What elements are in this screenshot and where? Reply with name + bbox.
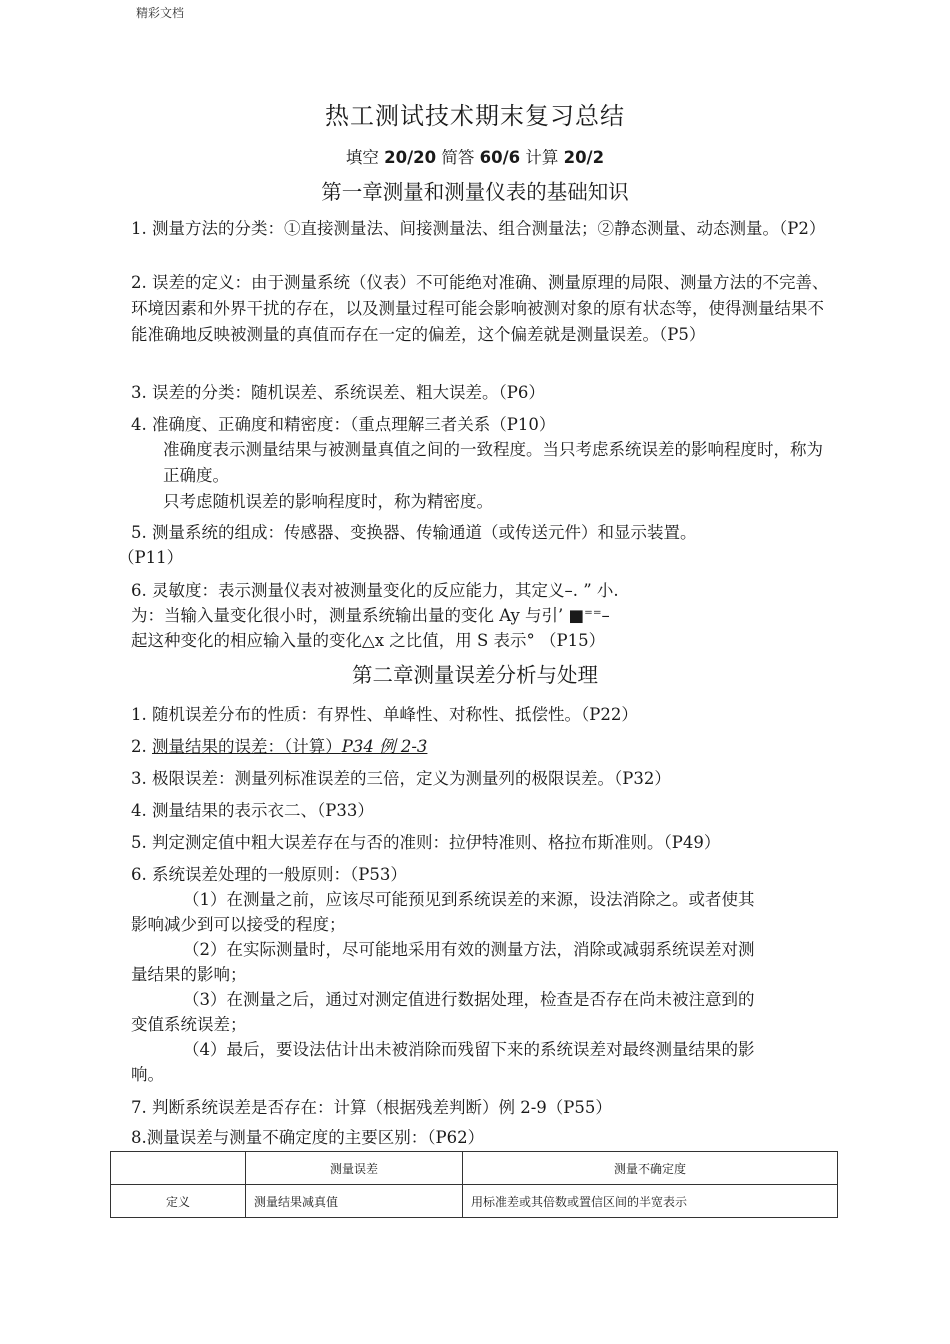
score-distribution [0,144,950,168]
subtitle-text: 填空 [345,148,385,167]
ch2-item4: 4. 测量结果的表示衣二、（P33） [131,801,374,820]
ch2-item6-step4-cont: 响。 [131,1065,164,1084]
table-row [111,1185,838,1218]
chapter1-heading: 第一章测量和测量仪表的基础知识 [321,180,629,204]
ch2-item6: 6. 系统误差处理的一般原则：（P53） [131,865,407,884]
ch2-item6-step2: （2）在实际测量时，尽可能地采用有效的测量方法，消除或减弱系统误差对测 [183,940,755,959]
ch1-item1: 1. 测量方法的分类：①直接测量法、间接测量法、组合测量法；②静态测量、动态测量。（P2） [131,219,826,238]
ch2-item1: 1. 随机误差分布的性质：有界性、单峰性、对称性、抵偿性。（P22） [131,705,638,724]
page-header: 精彩文档 [136,6,185,20]
ch1-item6-line3: 起这种变化的相应输入量的变化△x 之比值，用 S 表示° （P15） [131,631,606,650]
ch2-item2 [131,734,839,760]
ch2-item6-step1: （1）在测量之前，应该尽可能预见到系统误差的来源，设法消除之。或者使其 [183,890,755,909]
table-header-cell [111,1152,246,1185]
ch1-item4-precision: 只考虑随机误差的影响程度时，称为精密度。 [163,492,493,511]
ch1-item4-accuracy: 准确度表示测量结果与被测量真值之间的一致程度。当只考虑系统误差的影响程度时，称为正确度。 [163,440,823,485]
ch2-item8: 8.测量误差与测量不确定度的主要区别：（P62） [131,1128,485,1147]
subtitle-score: 60/6 [479,148,521,167]
ch2-item6-step3-cont: 变值系统误差； [131,1015,247,1034]
ch2-item6-step3: （3）在测量之后，通过对测定值进行数据处理，检查是否存在尚未被注意到的 [183,990,755,1009]
chapter2-heading: 第二章测量误差分析与处理 [352,663,598,687]
ch2-item5: 5. 判定测定值中粗大误差存在与否的准则：拉伊特准则、格拉布斯准则。（P49） [131,833,721,852]
ch1-item2: 2. 误差的定义：由于测量系统（仪表）不可能绝对准确、测量原理的局限、测量方法的不完善、环境因素和外界干扰的存在，以及测量过程可能会影响被测对象的原有状态等，使得测量结果不能准确地反映被测量的真值而存在一定的偏差，这个偏差就是测量误差。（P5） [131,273,829,344]
subtitle-text: 简答 [436,148,480,167]
ch1-item6-line2: 为：当输入量变化很小时，测量系统输出量的变化 Ay 与引’ ■⁼⁼– [131,606,610,625]
subtitle-score: 20/20 [384,148,437,167]
ch1-item5-page: （P11） [118,548,184,567]
ch2-item6-step2-cont: 量结果的影响； [131,965,247,984]
ch2-item7: 7. 判断系统误差是否存在：计算（根据残差判断）例 2-9（P55） [131,1098,612,1117]
table-header-row [111,1152,838,1185]
ch1-item4: 4. 准确度、正确度和精密度：（重点理解三者关系（P10） [131,415,556,434]
ch2-item6-step4: （4）最后，要设法估计出未被消除而残留下来的系统误差对最终测量结果的影 [183,1040,755,1059]
subtitle-score: 20/2 [563,148,605,167]
subtitle-text: 计算 [520,148,564,167]
comparison-table [110,1151,838,1218]
table-header-cell: 测量不确定度 [463,1152,838,1185]
ch2-item2-label: 测量结果的误差：（计算） [152,737,342,756]
page-cutoff [100,1218,860,1344]
table-cell: 定义 [111,1185,246,1218]
table-cell: 用标准差或其倍数或置信区间的半宽表示 [463,1185,838,1218]
table-cell: 测量结果减真值 [246,1185,463,1218]
ch1-item5: 5. 测量系统的组成：传感器、变换器、传输通道（或传送元件）和显示装置。 [131,523,697,542]
ch1-item3: 3. 误差的分类：随机误差、系统误差、粗大误差。（P6） [131,383,545,402]
ch1-item6-line1: 6. 灵敏度：表示测量仪表对被测量变化的反应能力，其定义–. ” 小. [131,581,619,600]
ch2-item2-number: 2. [131,737,152,756]
ch2-item6-step1-cont: 影响减少到可以接受的程度； [131,915,346,934]
document-title: 热工测试技术期末复习总结 [325,102,625,130]
ch2-item3: 3. 极限误差：测量列标准误差的三倍，定义为测量列的极限误差。（P32） [131,769,671,788]
table-header-cell: 测量误差 [246,1152,463,1185]
ch2-item2-reference: P34 例 2-3 [341,737,428,756]
